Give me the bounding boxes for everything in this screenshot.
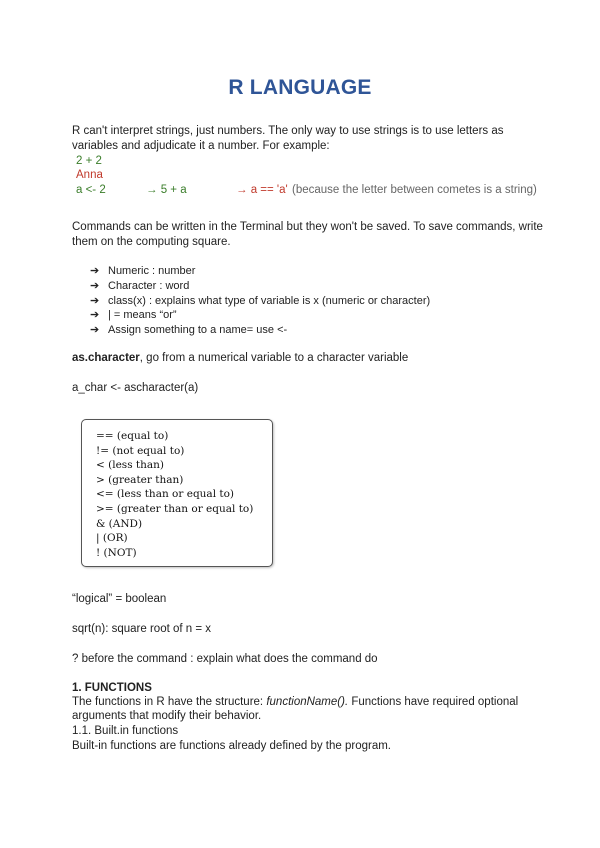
list-item [90,294,430,309]
arrow-right-icon: ➔ [90,265,100,277]
section-heading-functions: 1. FUNCTIONS [72,682,152,694]
operator-item: <= (less than or equal to) [96,488,235,501]
arrow-right-icon: ➔ [90,279,100,292]
operators-list [96,429,253,560]
help-line: ? before the command : explain what does the command do [72,653,378,665]
list-item [90,264,430,279]
list-item [90,323,430,338]
functions-text: Functions have required optional [348,696,519,708]
operator-item: > (greater than) [96,473,184,486]
list-item [90,308,430,323]
commands-line-1: Commands can be written in the Terminal but they won't be saved. To save commands, write [72,221,543,233]
sqrt-line: sqrt(n): square root of n = x [72,623,212,635]
intro-line-1: R can't interpret strings, just numbers. The only way to use strings is to use letters as [72,125,504,137]
list-item-text: Numeric : number [108,265,196,277]
example-sum: 2 + 2 [76,155,102,167]
functions-text: The functions in R have the structure: [72,696,267,708]
as-character-line [72,351,408,366]
function-name-example: functionName(). [266,696,349,708]
example-arrow-sum: → 5 + a [146,184,187,196]
example-note: (because the letter between cometes is a string) [292,184,537,196]
arrow-right-icon: ➔ [90,309,100,322]
logical-line: “logical” = boolean [72,593,167,605]
example-arrow-compare: → a == 'a' [236,184,288,196]
page-title: R LANGUAGE [228,76,372,99]
bullet-list [90,264,430,338]
operator-item: & (AND) [96,517,143,530]
operator-item: | (OR) [96,532,128,545]
operator-item: < (less than) [96,459,165,472]
arrow-right-icon: ➔ [90,294,100,307]
operator-item: != (not equal to) [96,444,185,457]
list-item-text: Character : word [108,279,190,292]
as-character-term: as.character [72,352,140,364]
example-name: Anna [76,169,103,181]
a-char-line: a_char <- ascharacter(a) [72,382,199,394]
as-character-desc: , go from a numerical variable to a character variable [139,352,409,364]
operator-item: >= (greater than or equal to) [96,502,254,515]
functions-line-1 [72,695,518,710]
list-item-text: class(x) : explains what type of variable is x (numeric or character) [108,294,431,307]
subsection-heading-builtin: 1.1. Built.in functions [72,725,179,737]
list-item [90,279,430,294]
operator-item: ! (NOT) [96,546,137,559]
operator-item: == (equal to) [96,430,169,442]
builtin-description: Built-in functions are functions already defined by the program. [72,740,391,752]
arrow-right-icon: ➔ [90,324,100,337]
functions-line-2: arguments that modify their behavior. [72,710,262,722]
operators-figure [81,419,273,567]
list-item-text: | = means “or” [108,309,177,322]
intro-line-2: variables and adjudicate it a number. For example: [72,140,330,152]
commands-line-2: them on the computing square. [72,236,231,248]
list-item-text: Assign something to a name= use <- [108,324,288,337]
example-assign: a <- 2 [76,184,106,196]
